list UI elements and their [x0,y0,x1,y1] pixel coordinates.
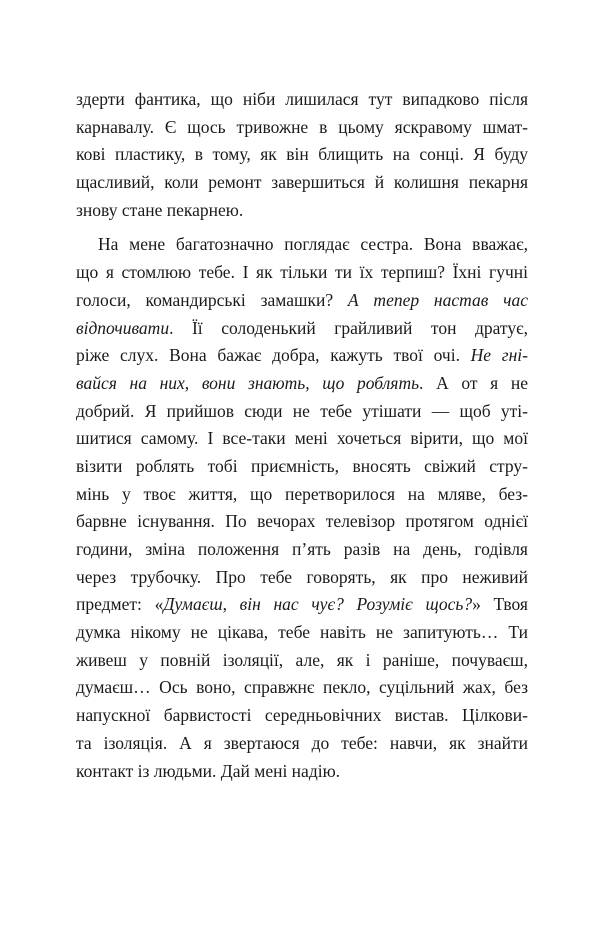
text-run: візити роблять тобі приємність, вносять свіжий стру- [76,455,528,476]
text-run: шитися самому. І все-таки мені хочеться вірити, що мої [76,428,528,449]
text-line [76,758,528,786]
text-line [76,398,528,426]
text-line [76,315,528,343]
text-run: напускної барвистості середньовічних вистав. Цілкови- [76,705,528,726]
italic-text: вайся на них, вони знають, що роблять [76,372,420,393]
text-run: мінь у твоє життя, що перетворилося на мляве, без- [76,483,528,504]
text-run: карнавалу. Є щось тривожне в цьому яскравому шмат- [76,116,528,137]
text-line [76,169,528,197]
italic-text: відпочивати [76,317,170,338]
text-line [76,141,528,169]
italic-text: Не гні- [470,345,528,366]
text-line [76,647,528,675]
text-run: . А от я не [419,372,528,393]
text-run: думка нікому не цікава, тебе навіть не запитують… Ти [76,622,528,643]
text-line [76,114,528,142]
text-run: кові пластику, в тому, як він блищить на сонці. Я буду [76,144,528,165]
text-run: На мене багатозначно поглядає сестра. Вона вважає, [98,234,528,255]
text-run: та ізоляція. А я звертаюся до тебе: навчи, як знайти [76,732,528,753]
text-run: голоси, командирські замашки? [76,289,348,310]
text-line [76,619,528,647]
text-line [76,86,528,114]
text-line [76,674,528,702]
text-run: барвне існування. По вечорах телевізор протягом однієї [76,511,528,532]
text-run: здерти фантика, що ніби лишилася тут випадково після [76,89,528,109]
paragraph [76,231,528,785]
text-run: живеш у повній ізоляції, але, як і раніше, почуваєш, [76,649,528,670]
text-run: години, зміна положення п’ять разів на день, годівля [76,539,528,559]
text-line [76,730,528,758]
paragraph [76,86,528,224]
text-run: добрий. Я прийшов сюди не тебе утішати — щоб уті- [76,400,528,421]
text-run: контакт із людьми. Дай мені надію. [76,760,341,781]
text-line [76,591,528,619]
text-line [76,508,528,536]
text-line [76,453,528,481]
text-run: знову стане пекарнею. [76,199,244,220]
text-line [76,481,528,509]
text-run: щасливий, коли ремонт завершиться й колишня пекарня [76,172,528,193]
text-run: ріже слух. Вона бажає добра, кажуть твої очі. [76,345,471,366]
text-run: що я стомлюю тебе. І як тільки ти їх терпиш? Їхні гучні [76,262,528,283]
text-line [76,259,528,287]
text-run: . Її солоденький грайливий тон дратує, [169,317,528,338]
text-run: предмет: « [76,594,164,615]
text-line [76,231,528,259]
text-run: через трубочку. Про тебе говорять, як про неживий [76,566,528,587]
text-line [76,197,528,225]
text-run: думаєш… Ось воно, справжнє пекло, суцільний жах, без [76,677,528,698]
text-line [76,342,528,370]
text-line [76,536,528,564]
text-line [76,425,528,453]
italic-text: А тепер настав час [347,289,529,310]
text-line [76,564,528,592]
text-line [76,287,528,315]
text-line [76,702,528,730]
book-page-text [76,86,528,785]
text-run: » Твоя [472,594,528,615]
italic-text: Думаєш, він нас чує? Розуміє щось? [163,594,473,615]
paragraph-gap [76,224,528,231]
text-line [76,370,528,398]
